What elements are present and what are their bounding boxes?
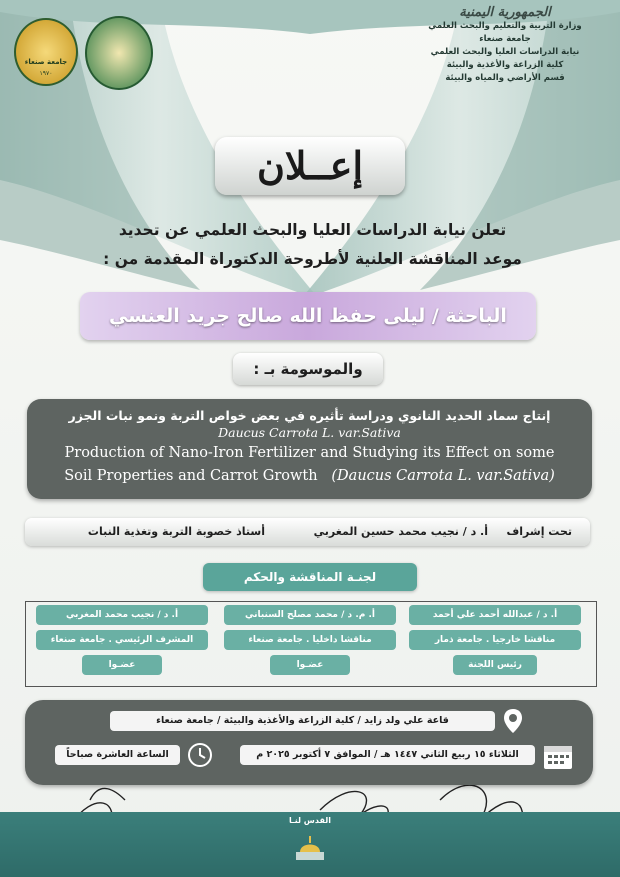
header-line-department: قسم الأراضي والمياه والبيئة: [445, 73, 565, 83]
committee-title: لجنـة المناقشة والحكم: [203, 563, 417, 591]
header-block: [410, 6, 600, 85]
supervisor-role: أستاذ خصوبة التربة وتغذية النبات: [87, 525, 265, 538]
venue-place: قاعة علي ولد زايد / كلية الزراعة والأغذية والبيئة / جامعة صنعاء: [110, 711, 495, 731]
lead-line-1: تعلن نيابة الدراسات العليا والبحث العلمي عن تحديد: [118, 221, 507, 239]
member-1-position: رئيس اللجنة: [453, 655, 537, 675]
member-3-name: أ. د / نجيب محمد المغربي: [36, 605, 208, 625]
header-line-faculty: كلية الزراعة والأغذية والبيئة: [446, 60, 564, 70]
member-2-role: مناقشا داخليا . جامعة صنعاء: [224, 630, 396, 650]
calendar-icon: [543, 742, 573, 770]
footer-text: القدس لنـا: [289, 816, 331, 825]
venue-panel: [25, 700, 593, 785]
thesis-english-line-1: Production of Nano-Iron Fertilizer and Studying its Effect on some: [64, 445, 555, 461]
thesis-english-line-2: [27, 467, 592, 486]
header-line-ministry: وزارة التربية والتعليم والبحث العلمي: [428, 21, 582, 31]
header-line-deanship: نيابة الدراسات العليا والبحث العلمي: [430, 47, 580, 57]
thesis-scientific-name: Daucus Carrota L. var.Sativa: [218, 425, 401, 440]
member-1-role: مناقشا خارجيا . جامعة ذمار: [409, 630, 581, 650]
committee-member-2: [220, 605, 400, 681]
thesis-english-line-2b: (Daucus Carrota L. var.Sativa): [331, 468, 555, 484]
committee-member-1: [405, 605, 585, 681]
faculty-logo: [85, 16, 153, 90]
clock-icon: [187, 742, 213, 768]
researcher-name: الباحثة / ليلى حفظ الله صالح جريد العنسي: [80, 292, 536, 340]
supervision-label: تحت إشراف: [506, 525, 572, 538]
supervision-bar: [25, 518, 590, 546]
thesis-arabic-title: إنتاج سماد الحديد النانوي ودراسة تأثيره في بعض خواص التربة ونمو نبات الجزر: [68, 408, 551, 423]
logo-left-text: جامعة صنعاء: [24, 58, 68, 66]
location-pin-icon: [503, 708, 523, 734]
member-3-role: المشرف الرئيسي . جامعة صنعاء: [36, 630, 208, 650]
footer-band: [0, 812, 620, 877]
logo-left-year: ١٩٧٠: [39, 70, 53, 77]
lead-line-2: موعد المناقشة العلنية لأطروحة الدكتوراة المقدمة من :: [103, 250, 522, 268]
thesis-title-panel: [27, 399, 592, 499]
member-2-position: عضـوا: [270, 655, 350, 675]
member-1-name: أ. د / عبدالله أحمد علي أحمد: [409, 605, 581, 625]
titled-label: والموسومة بـ :: [233, 353, 383, 385]
header-line-university: جامعة صنعاء: [479, 34, 531, 44]
member-3-position: عضـوا: [82, 655, 162, 675]
header-line-republic: الجمهورية اليمنية: [459, 5, 551, 20]
venue-time: الساعة العاشرة صباحاً: [55, 745, 180, 765]
thesis-english-line-2a: Soil Properties and Carrot Growth: [64, 468, 318, 484]
committee-member-3: [32, 605, 212, 681]
supervisor-name: أ. د / نجيب محمد حسين المغربي: [313, 525, 488, 538]
member-2-name: أ. م. د / محمد مصلح السنباني: [224, 605, 396, 625]
aqsa-dome-icon: [292, 830, 328, 866]
venue-date: الثلاثاء ١٥ ربيع الثاني ١٤٤٧ هـ / الموافق ٧ أكتوبر ٢٠٢٥ م: [240, 745, 535, 765]
sanaa-university-logo: [14, 18, 78, 86]
announcement-badge: إعــلان: [215, 137, 405, 195]
